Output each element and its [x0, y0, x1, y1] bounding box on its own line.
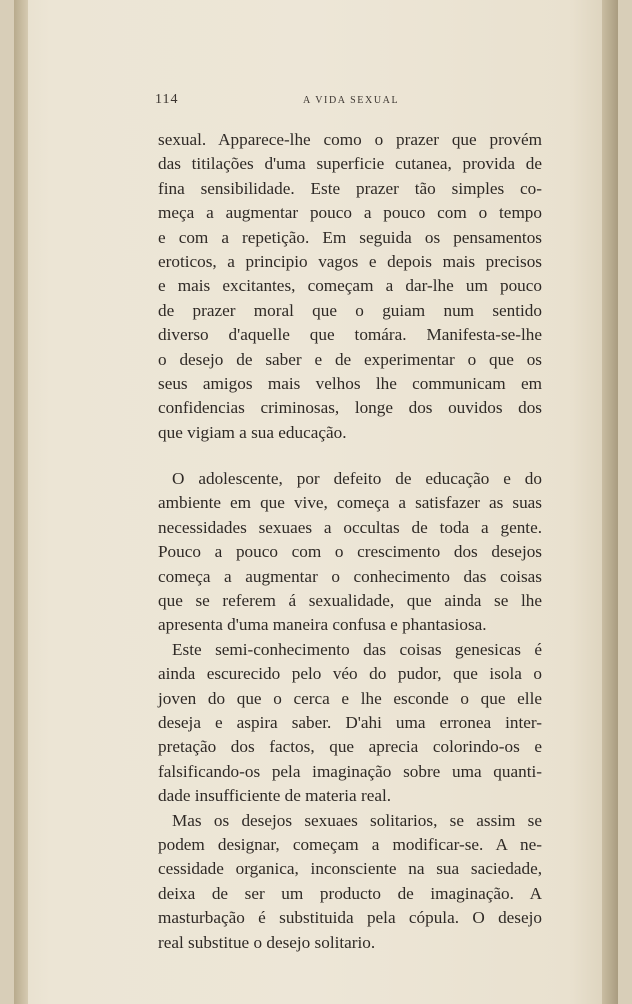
paragraph-1: [158, 128, 542, 445]
text-line: das titilações d'uma superficie cutanea, provida de: [158, 154, 542, 174]
page-right-edge: [602, 0, 618, 1004]
text-line: diverso d'aquelle que tomára. Manifesta-se-lhe: [158, 325, 542, 345]
text-line: ambiente em que vive, começa a satisfazer as suas: [158, 493, 542, 513]
text-line: joven do que o cerca e lhe esconde o que elle: [158, 688, 542, 708]
text-line: deixa de ser um producto de imaginação. A: [158, 883, 542, 903]
text-line: Pouco a pouco com o crescimento dos desejos: [158, 542, 542, 562]
text-line: Mas os desejos sexuaes solitarios, se assim se: [172, 810, 542, 830]
text-line: falsificando-os pela imaginação sobre uma quanti-: [158, 761, 542, 781]
body-text: [158, 128, 542, 955]
text-line: masturbação é substituida pela cópula. O desejo: [158, 908, 542, 928]
text-line: O adolescente, por defeito de educação e do: [172, 469, 542, 489]
text-line: confidencias criminosas, longe dos ouvidos dos: [158, 398, 542, 418]
text-line: cessidade organica, inconsciente na sua saciedade,: [158, 859, 542, 879]
paragraph-4: [158, 809, 542, 955]
text-line: e mais excitantes, começam a dar-lhe um pouco: [158, 276, 542, 296]
text-line: dade insufficiente de materia real.: [158, 786, 392, 806]
text-line: fina sensibilidade. Este prazer tão simples co-: [158, 178, 542, 198]
text-line: que vigiam a sua educação.: [158, 422, 347, 442]
paragraph-gap: [158, 445, 542, 467]
paragraph-3: [158, 638, 542, 809]
text-line: ainda escurecido pelo véo do pudor, que isola o: [158, 664, 542, 684]
text-line: deseja e aspira saber. D'ahi uma erronea inter-: [158, 712, 542, 732]
text-line: Este semi-conhecimento das coisas genesicas é: [172, 639, 542, 659]
paragraph-2: [158, 467, 542, 638]
text-line: podem designar, começam a modificar-se. A ne-: [158, 834, 542, 854]
text-line: real substitue o desejo solitario.: [158, 932, 376, 952]
page-left-shadow: [14, 0, 28, 1004]
page-number: 114: [155, 92, 179, 107]
text-line: seus amigos mais velhos lhe communicam em: [158, 373, 542, 393]
text-line: necessidades sexuaes a occultas de toda a gente.: [158, 517, 542, 537]
text-line: eroticos, a principio vagos e depois mais precisos: [158, 251, 542, 271]
text-line: e com a repetição. Em seguida os pensamentos: [158, 227, 542, 247]
page-header: [155, 92, 545, 112]
text-line: que se referem á sexualidade, que ainda se lhe: [158, 591, 542, 611]
text-line: começa a augmentar o conhecimento das coisas: [158, 566, 542, 586]
text-line: meça a augmentar pouco a pouco com o tempo: [158, 203, 542, 223]
text-line: sexual. Apparece-lhe como o prazer que provém: [158, 130, 542, 149]
text-line: de prazer moral que o guiam num sentido: [158, 300, 542, 320]
running-title: A VIDA SEXUAL: [303, 95, 400, 106]
text-line: pretação dos factos, que aprecia colorindo-os e: [158, 737, 542, 757]
text-line: apresenta d'uma maneira confusa e phantasiosa.: [158, 615, 487, 635]
text-line: o desejo de saber e de experimentar o que os: [158, 349, 542, 369]
